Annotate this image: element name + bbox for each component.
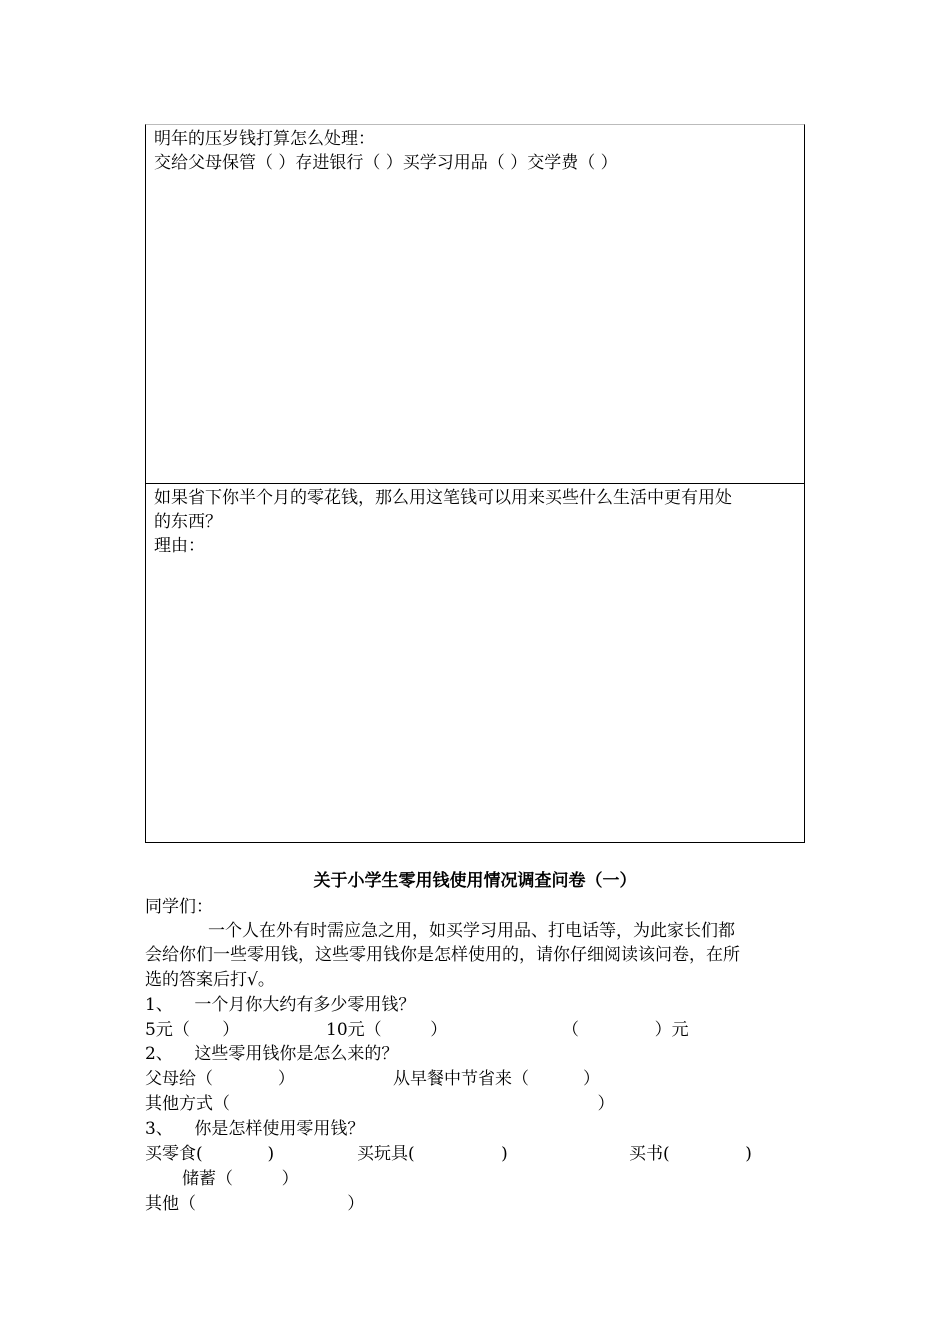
q3-option-books: 买书( ) [629,1144,752,1164]
question-3: 3、 你是怎样使用零用钱？ [145,1119,365,1139]
q2-option-parents: 父母给（ ） [145,1069,295,1089]
q1-option-custom-yuan: （ ）元 [562,1020,689,1040]
q3-option-other: 其他（ ） [145,1194,365,1214]
new-year-money-options: 交给父母保管（ ）存进银行（ ）买学习用品（ ）交学费（ ） [154,153,618,173]
q1-option-5-yuan: 5元（ ） [145,1020,240,1040]
survey-greeting: 同学们： [145,897,213,917]
saved-money-answer-box [145,484,805,843]
q1-option-10-yuan: 10元（ ） [326,1020,448,1040]
survey-title: 关于小学生零用钱使用情况调查问卷（一） [313,871,637,891]
saved-money-reason-label: 理由： [154,536,205,556]
survey-intro-line2: 会给你们一些零用钱，这些零用钱你是怎样使用的，请你仔细阅读该问卷，在所 [145,945,740,965]
survey-intro-line3: 选的答案后打√。 [145,970,275,990]
new-year-money-answer-box [145,124,805,484]
q2-option-breakfast-savings: 从早餐中节省来（ ） [393,1069,601,1089]
survey-intro-line1: 一个人在外有时需应急之用，如买学习用品、打电话等，为此家长们都 [208,921,735,941]
saved-money-question-line2: 的东西？ [154,512,222,532]
question-2: 2、 这些零用钱你是怎么来的？ [145,1044,399,1064]
saved-money-question-line1: 如果省下你半个月的零花钱，那么用这笔钱可以用来买些什么生活中更有用处 [154,488,732,508]
q3-option-savings: 储蓄（ ） [182,1169,299,1189]
question-1: 1、 一个月你大约有多少零用钱？ [145,995,416,1015]
new-year-money-question: 明年的压岁钱打算怎么处理： [154,129,375,149]
q3-option-snacks: 买零食( ) [145,1144,275,1164]
q3-option-toys: 买玩具( ) [357,1144,508,1164]
q2-option-other: 其他方式（ ） [145,1094,615,1114]
